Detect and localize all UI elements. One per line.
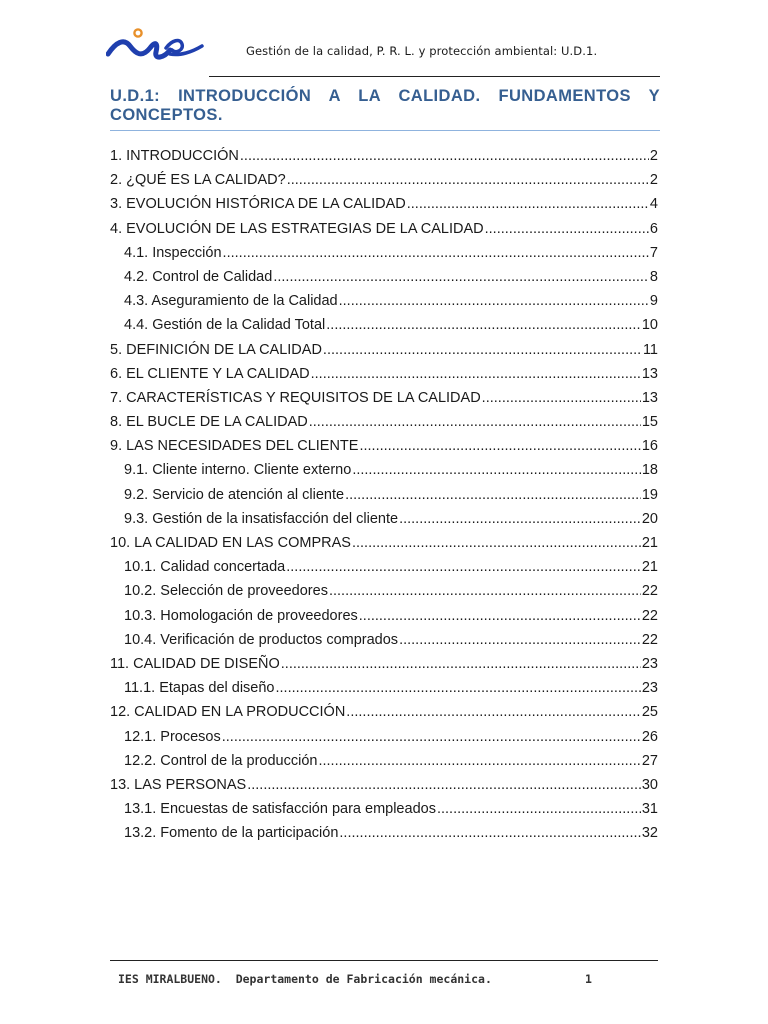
toc-entry[interactable]: [110, 487, 658, 511]
toc-entry[interactable]: [110, 245, 658, 269]
document-title: U.D.1: INTRODUCCIÓN A LA CALIDAD. FUNDAMENTOS Y CONCEPTOS.: [110, 87, 660, 124]
toc-entry-label: 4. EVOLUCIÓN DE LAS ESTRATEGIAS DE LA CALIDAD: [110, 220, 484, 237]
toc-leader-dots: [273, 269, 649, 285]
title-underline: [110, 130, 660, 131]
toc-entry-page: 21: [641, 559, 658, 576]
toc-leader-dots: [339, 825, 640, 841]
toc-entry-page: 21: [641, 535, 658, 551]
toc-leader-dots: [329, 583, 641, 599]
toc-leader-dots: [339, 293, 649, 309]
toc-entry-page: 16: [641, 438, 658, 455]
toc-leader-dots: [352, 535, 641, 551]
toc-entry[interactable]: [110, 777, 658, 801]
toc-entry-label: 9. LAS NECESIDADES DEL CLIENTE: [110, 438, 359, 455]
toc-leader-dots: [318, 753, 640, 769]
toc-entry-page: 18: [641, 462, 658, 479]
toc-entry[interactable]: [110, 390, 658, 414]
toc-entry-label: 13.2. Fomento de la participación: [124, 825, 339, 842]
toc-entry[interactable]: [110, 196, 658, 220]
toc-leader-dots: [222, 729, 641, 745]
toc-entry-label: 10.4. Verificación de productos comprados: [124, 631, 399, 648]
toc-entry[interactable]: [110, 801, 658, 825]
toc-entry[interactable]: [110, 583, 658, 607]
toc-entry-page: 2: [649, 148, 658, 164]
toc-entry-page: 2: [649, 172, 658, 189]
footer-page-number: 1: [585, 972, 592, 986]
toc-entry-label: 4.1. Inspección: [124, 244, 222, 261]
toc-entry-label: 4.3. Aseguramiento de la Calidad: [124, 293, 338, 310]
toc-leader-dots: [323, 342, 642, 358]
toc-entry-page: 25: [641, 704, 658, 721]
toc-entry-label: 10.3. Homologación de proveedores: [124, 607, 358, 624]
toc-entry[interactable]: [110, 221, 658, 245]
toc-entry-label: 1. INTRODUCCIÓN: [110, 148, 239, 164]
toc-entry-label: 9.2. Servicio de atención al cliente: [124, 486, 345, 503]
toc-entry[interactable]: [110, 608, 658, 632]
toc-entry-page: 22: [641, 583, 658, 600]
toc-leader-dots: [223, 245, 649, 261]
toc-leader-dots: [286, 559, 641, 575]
toc-entry[interactable]: [110, 680, 658, 704]
toc-entry-page: 10: [641, 317, 658, 334]
toc-leader-dots: [287, 172, 649, 188]
toc-entry-label: 13. LAS PERSONAS: [110, 776, 247, 793]
toc-entry-label: 9.1. Cliente interno. Cliente externo: [124, 462, 352, 479]
header-rule: [209, 76, 660, 77]
toc-entry[interactable]: [110, 462, 658, 486]
toc-entry-label: 12.1. Procesos: [124, 728, 221, 745]
toc-entry-page: 26: [641, 728, 658, 745]
toc-entry-page: 27: [641, 752, 658, 769]
toc-leader-dots: [399, 511, 641, 527]
toc-entry-page: 20: [641, 510, 658, 527]
toc-entry-label: 4.4. Gestión de la Calidad Total: [124, 317, 326, 334]
table-of-contents: [110, 148, 658, 849]
toc-entry-label: 10.1. Calidad concertada: [124, 559, 286, 576]
toc-entry[interactable]: [110, 269, 658, 293]
toc-entry[interactable]: [110, 414, 658, 438]
toc-entry-page: 30: [641, 776, 658, 793]
toc-entry[interactable]: [110, 535, 658, 559]
toc-entry[interactable]: [110, 366, 658, 390]
toc-entry-page: 13: [641, 389, 658, 406]
toc-entry[interactable]: [110, 825, 658, 849]
toc-entry-page: 23: [641, 680, 658, 697]
toc-leader-dots: [482, 390, 641, 406]
toc-entry[interactable]: [110, 559, 658, 583]
toc-leader-dots: [407, 196, 649, 212]
toc-leader-dots: [346, 704, 641, 720]
toc-entry-page: 22: [641, 607, 658, 624]
toc-entry-label: 5. DEFINICIÓN DE LA CALIDAD: [110, 341, 322, 358]
toc-entry[interactable]: [110, 172, 658, 196]
toc-entry-label: 12.2. Control de la producción: [124, 752, 318, 769]
toc-leader-dots: [247, 777, 641, 793]
toc-entry-page: 8: [649, 268, 658, 285]
toc-entry-label: 11. CALIDAD DE DISEÑO: [110, 655, 280, 672]
toc-leader-dots: [311, 366, 641, 382]
toc-leader-dots: [352, 462, 641, 478]
toc-leader-dots: [359, 438, 640, 454]
toc-leader-dots: [275, 680, 640, 696]
toc-leader-dots: [326, 317, 641, 333]
toc-entry-page: 32: [641, 825, 658, 842]
toc-leader-dots: [485, 221, 649, 237]
toc-entry-page: 22: [641, 631, 658, 648]
toc-entry[interactable]: [110, 293, 658, 317]
toc-leader-dots: [399, 632, 641, 648]
toc-entry-page: 9: [649, 293, 658, 310]
toc-entry-label: 2. ¿QUÉ ES LA CALIDAD?: [110, 172, 286, 189]
toc-entry-label: 13.1. Encuestas de satisfacción para empleados: [124, 801, 436, 818]
toc-entry-page: 19: [641, 486, 658, 503]
toc-entry-page: 7: [649, 244, 658, 261]
toc-entry-label: 7. CARACTERÍSTICAS Y REQUISITOS DE LA CALIDAD: [110, 389, 481, 406]
toc-leader-dots: [240, 148, 649, 164]
toc-leader-dots: [437, 801, 641, 817]
footer-text: IES MIRALBUENO. Departamento de Fabricación mecánica.: [118, 972, 492, 986]
toc-entry-page: 13: [641, 365, 658, 382]
toc-entry[interactable]: [110, 342, 658, 366]
toc-entry-page: 4: [649, 196, 658, 213]
toc-entry-page: 11: [642, 341, 658, 358]
toc-entry[interactable]: [110, 753, 658, 777]
toc-entry-label: 8. EL BUCLE DE LA CALIDAD: [110, 414, 308, 431]
toc-entry-label: 12. CALIDAD EN LA PRODUCCIÓN: [110, 704, 346, 721]
toc-entry[interactable]: [110, 704, 658, 728]
toc-leader-dots: [281, 656, 641, 672]
toc-entry[interactable]: [110, 656, 658, 680]
toc-entry-label: 4.2. Control de Calidad: [124, 268, 273, 285]
toc-entry-label: 9.3. Gestión de la insatisfacción del cliente: [124, 510, 399, 527]
toc-leader-dots: [309, 414, 641, 430]
toc-entry-label: 6. EL CLIENTE Y LA CALIDAD: [110, 365, 310, 382]
toc-leader-dots: [359, 608, 641, 624]
toc-entry-page: 31: [641, 801, 658, 818]
toc-entry[interactable]: [110, 729, 658, 753]
toc-entry-page: 23: [641, 655, 658, 672]
toc-entry-label: 11.1. Etapas del diseño: [124, 680, 275, 697]
toc-entry[interactable]: [110, 317, 658, 341]
toc-entry[interactable]: [110, 632, 658, 656]
toc-entry-label: 3. EVOLUCIÓN HISTÓRICA DE LA CALIDAD: [110, 196, 406, 213]
toc-entry-page: 15: [641, 414, 658, 431]
toc-entry[interactable]: [110, 511, 658, 535]
toc-entry[interactable]: [110, 148, 658, 172]
ies-miralbueno-logo-icon: [106, 24, 206, 64]
toc-leader-dots: [345, 487, 641, 503]
toc-entry[interactable]: [110, 438, 658, 462]
toc-entry-label: 10. LA CALIDAD EN LAS COMPRAS: [110, 535, 351, 551]
running-header: Gestión de la calidad, P. R. L. y protección ambiental: U.D.1.: [246, 44, 598, 58]
toc-entry-label: 10.2. Selección de proveedores: [124, 583, 328, 600]
toc-entry-page: 6: [649, 220, 658, 237]
footer-rule: [110, 960, 658, 961]
